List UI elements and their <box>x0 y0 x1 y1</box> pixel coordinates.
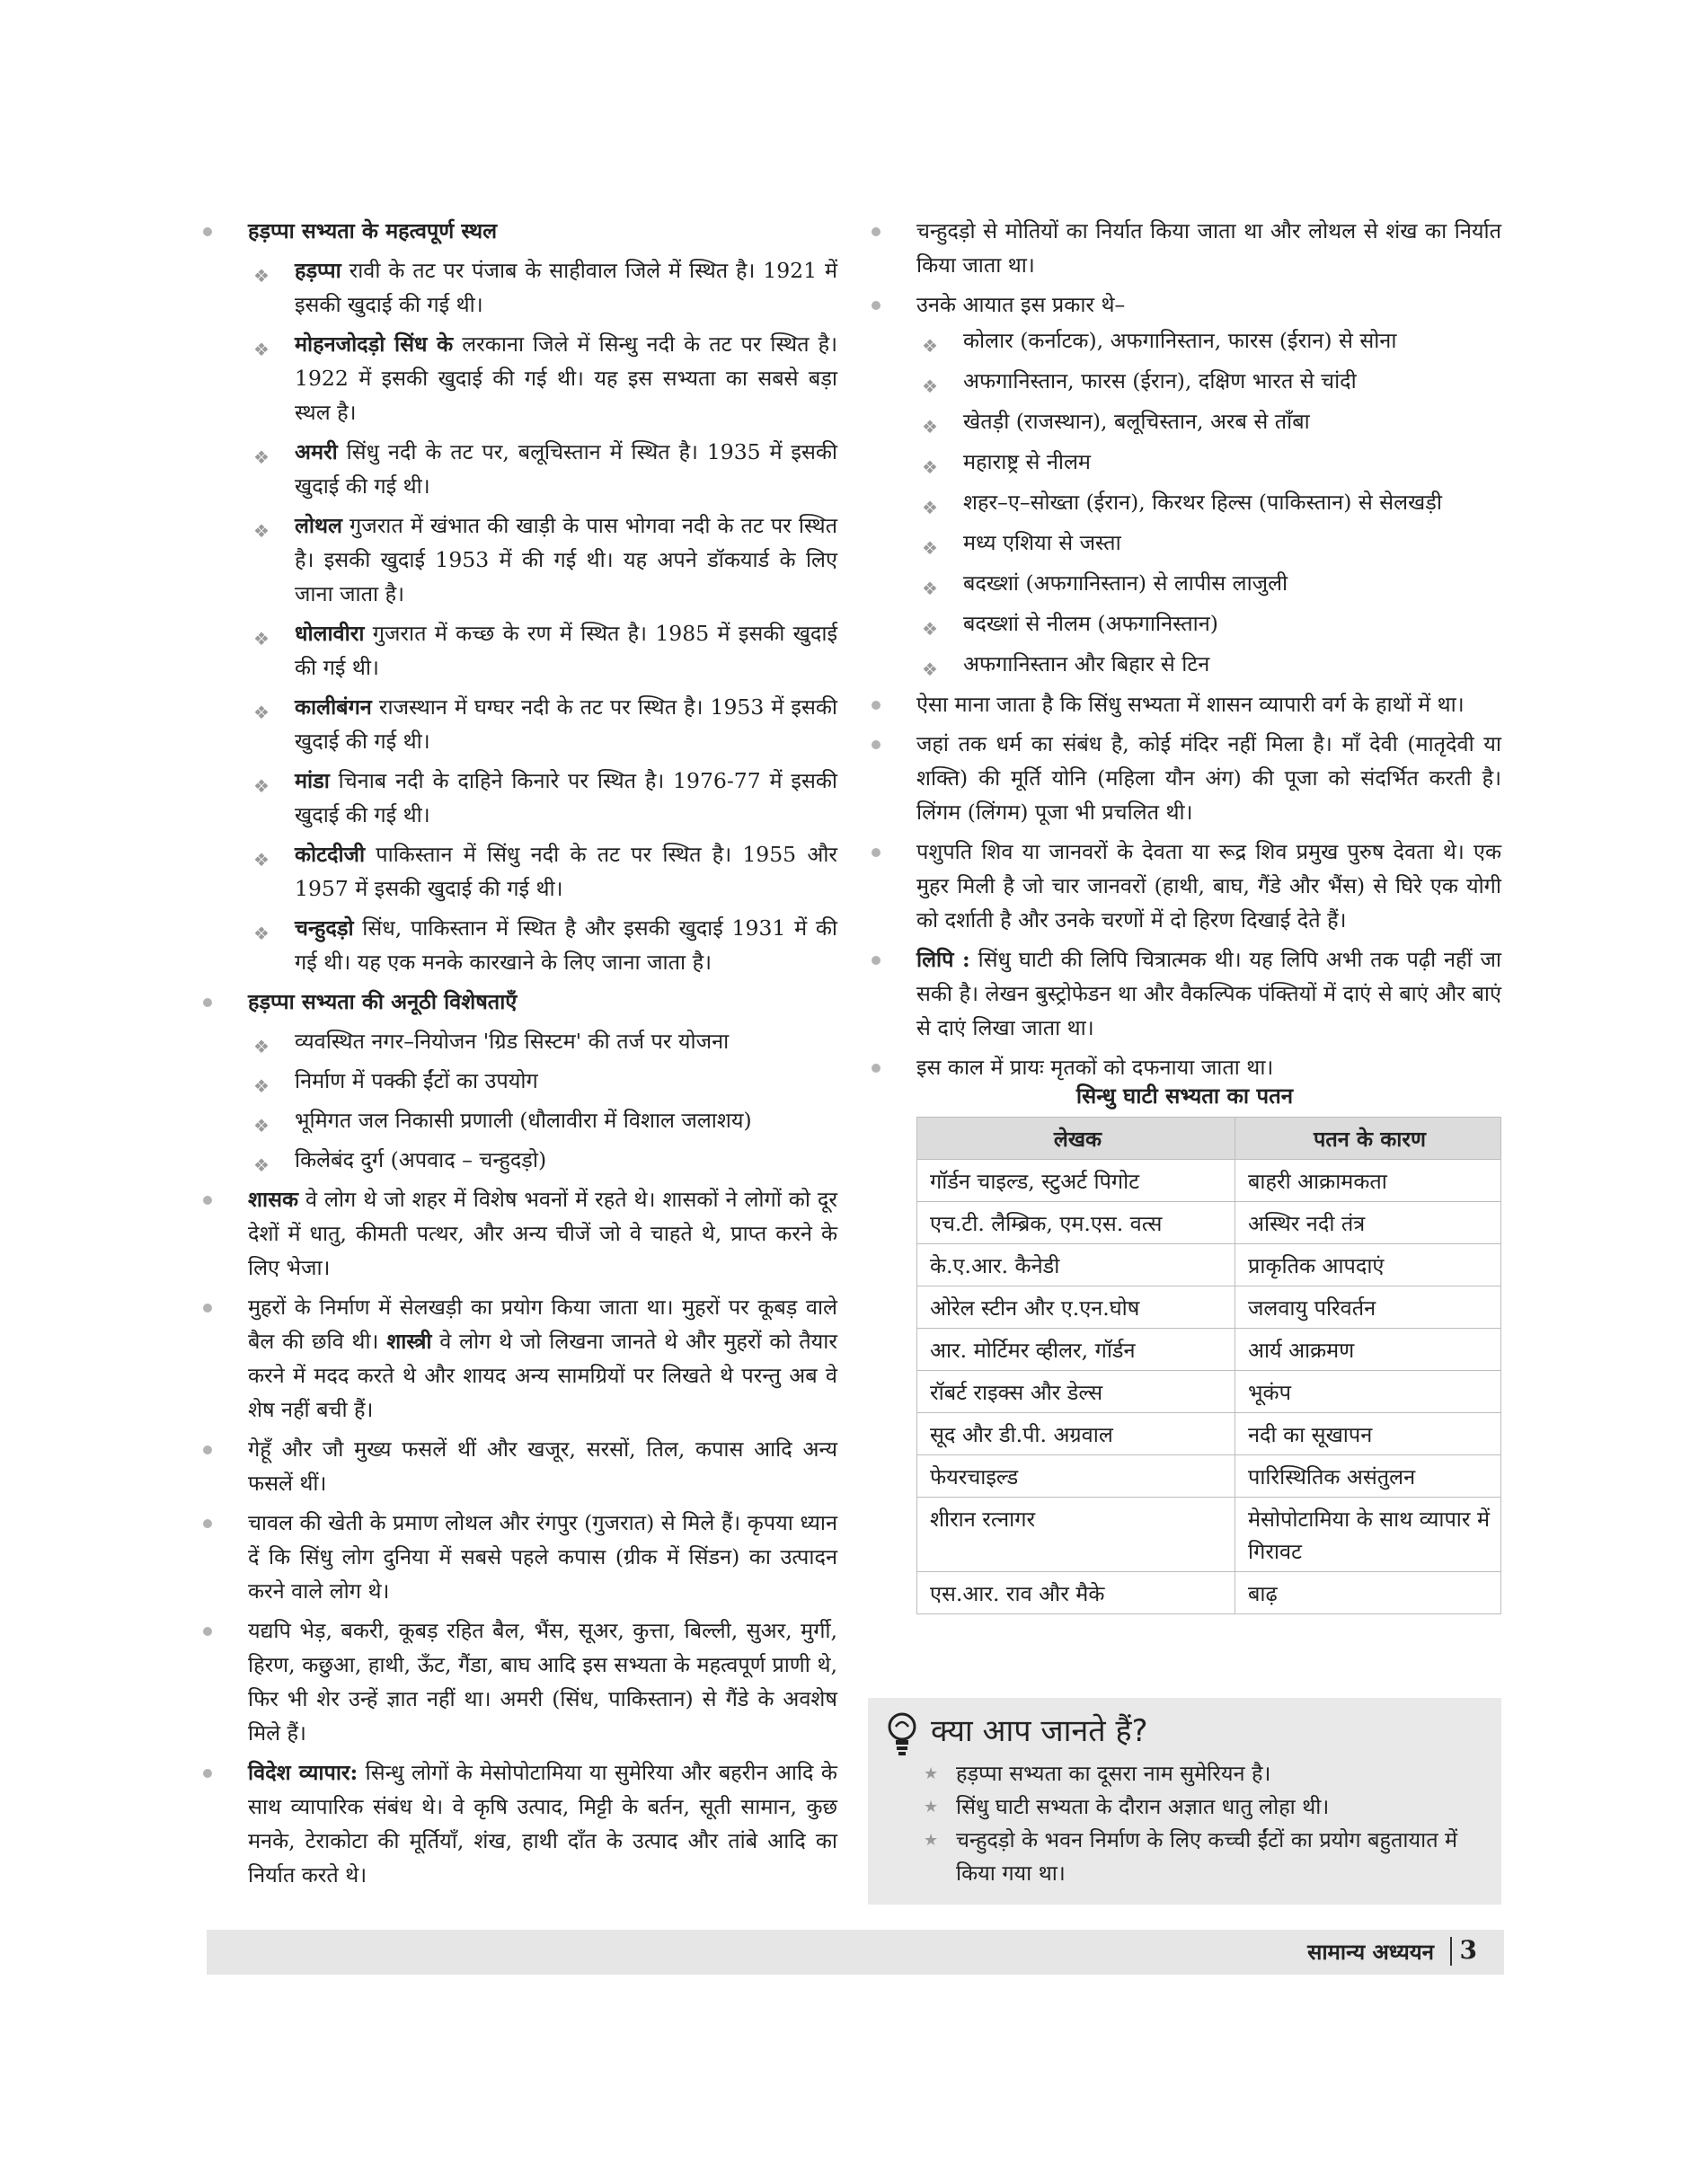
table-cell: एच.टी. लैम्ब्रिक, एम.एस. वत्स <box>917 1202 1235 1244</box>
paragraph-text: गेहूँ और जौ मुख्य फसलें थीं और खजूर, सरसों, तिल, कपास आदि अन्य फसलें थीं। <box>248 1437 837 1496</box>
bullet-icon <box>203 1445 212 1454</box>
paragraph-text: उनके आयात इस प्रकार थे– <box>916 292 1126 317</box>
diamond-bullet-icon: ❖ <box>253 446 270 468</box>
bullet-icon <box>203 1627 212 1636</box>
import-item <box>916 404 1501 438</box>
paragraph-text: सिन्धु लोगों के मेसोपोटामिया या सुमेरिया और बहरीन आदि के साथ व्यापारिक संबंध थे। वे कृषि उत्पाद, मिट्टी के बर्तन, सूती सामान, कुछ मनके, टेराकोटा की मूर्तियाँ, शंख, हाथी दाँत के उत्पाद और तांबे आदि का निर्यात करते थे। <box>248 1760 837 1887</box>
table-header: पतन के कारण <box>1235 1118 1501 1160</box>
paragraph-text: मुहरों के निर्माण में सेलखड़ी का प्रयोग किया जाता था। मुहरों पर कूबड़ वाले बैल की छवि थी। <box>248 1295 837 1354</box>
list-item <box>868 687 1501 721</box>
import-text: बदख्शां (अफगानिस्तान) से लापीस लाजुली <box>963 570 1288 596</box>
table-row <box>917 1202 1501 1244</box>
feature-item <box>248 1103 837 1137</box>
table-cell: ओरेल स्टीन और ए.एन.घोष <box>917 1286 1235 1329</box>
table-cell: बाढ़ <box>1235 1572 1501 1614</box>
feature-text: व्यवस्थित नगर–नियोजन 'ग्रिड सिस्टम' की तर्ज पर योजना <box>295 1029 730 1054</box>
table-header: लेखक <box>917 1118 1235 1160</box>
site-text: सिंध, पाकिस्तान में स्थित है और इसकी खुदाई 1931 में की गई थी। यह एक मनके कारखाने के लिए जाना जाता है। <box>295 915 837 975</box>
bullet-icon <box>872 701 881 710</box>
feature-item <box>248 1064 837 1098</box>
paragraph-text: वे लोग थे जो शहर में विशेष भवनों में रहते थे। शासकों ने लोगों को दूर देशों में धातु, कीमती पत्थर, और अन्य चीजें जो वे चाहते थे, प्राप्त करने के लिए भेजा। <box>248 1187 837 1280</box>
table-cell: बाहरी आक्रामकता <box>1235 1160 1501 1202</box>
table-row <box>917 1455 1501 1498</box>
list-item <box>199 985 837 1019</box>
diamond-bullet-icon: ❖ <box>922 618 938 640</box>
diamond-bullet-icon: ❖ <box>253 1075 270 1097</box>
import-text: अफगानिस्तान और बिहार से टिन <box>963 651 1210 676</box>
site-item <box>248 435 837 503</box>
list-item <box>868 1050 1501 1084</box>
section-heading: हड़प्पा सभ्यता की अनूठी विशेषताएँ <box>248 989 518 1014</box>
footer-divider <box>1450 1937 1452 1966</box>
decline-table <box>916 1117 1501 1614</box>
site-item <box>248 253 837 322</box>
section-heading: हड़प्पा सभ्यता के महत्वपूर्ण स्थल <box>248 218 498 243</box>
fact-item <box>924 1790 1489 1824</box>
list-item <box>868 835 1501 937</box>
site-name: अमरी <box>295 439 338 464</box>
table-cell: एस.आर. राव और मैके <box>917 1572 1235 1614</box>
site-name: लोथल <box>295 513 342 538</box>
table-cell: शीरान रत्नागर <box>917 1498 1235 1572</box>
paragraph-text: सिंधु घाटी की लिपि चित्रात्मक थी। यह लिपि अभी तक पढ़ी नहीं जा सकी है। लेखन बुस्ट्रोफेडन था और वैकल्पिक पंक्तियों में दाएं से बाएं और बाएं से दाएं लिखा जाता था। <box>916 947 1502 1040</box>
fact-text: चन्हुदड़ो के भवन निर्माण के लिए कच्ची ईंटों का प्रयोग बहुतायात में किया गया था। <box>956 1827 1458 1886</box>
diamond-bullet-icon: ❖ <box>253 775 270 797</box>
import-item <box>916 364 1501 398</box>
fact-text: सिंधु घाटी सभ्यता के दौरान अज्ञात धातु लोहा थी। <box>956 1794 1330 1819</box>
table-row <box>917 1329 1501 1371</box>
table-row <box>917 1244 1501 1286</box>
list-item <box>199 1755 837 1892</box>
diamond-bullet-icon: ❖ <box>253 1154 270 1176</box>
table-cell: भूकंप <box>1235 1371 1501 1413</box>
did-you-know-box <box>868 1698 1501 1905</box>
paragraph-text: इस काल में प्रायः मृतकों को दफनाया जाता था। <box>916 1055 1274 1080</box>
bullet-icon <box>872 227 881 236</box>
fact-item <box>924 1824 1489 1890</box>
paragraph-text: वे लोग थे जो लिखना जानते थे और मुहरों को तैयार करने में मदद करते थे और शायद अन्य सामग्रियों पर लिखते थे परन्तु अब वे शेष नहीं बची हैं। <box>248 1329 837 1422</box>
table-cell: पारिस्थितिक असंतुलन <box>1235 1455 1501 1498</box>
list-item <box>199 1182 837 1285</box>
list-item <box>199 1506 837 1608</box>
paragraph-text: चावल की खेती के प्रमाण लोथल और रंगपुर (गुजरात) से मिले हैं। कृपया ध्यान दें कि सिंधु लोग दुनिया में सबसे पहले कपास (ग्रीक में सिंडन) का उत्पादन करने वाले लोग थे। <box>248 1510 837 1604</box>
diamond-bullet-icon: ❖ <box>922 416 938 438</box>
list-item <box>199 214 837 248</box>
site-item <box>248 764 837 832</box>
import-text: महाराष्ट्र से नीलम <box>963 449 1091 474</box>
table-cell: नदी का सूखापन <box>1235 1413 1501 1455</box>
site-item <box>248 837 837 906</box>
import-item <box>916 566 1501 600</box>
bullet-icon <box>872 1064 881 1073</box>
site-name: हड़प्पा <box>295 258 341 283</box>
page-number: 3 <box>1459 1935 1477 1965</box>
star-icon: ★ <box>924 1798 939 1817</box>
site-text: राजस्थान में घग्घर नदी के तट पर स्थित है। 1953 में इसकी खुदाई की गई थी। <box>295 694 837 754</box>
table-cell: गॉर्डन चाइल्ड, स्टुअर्ट पिगोट <box>917 1160 1235 1202</box>
site-item <box>248 616 837 685</box>
paragraph-text: यद्यपि भेड़, बकरी, कूबड़ रहित बैल, भैंस, सूअर, कुत्ता, बिल्ली, सुअर, मुर्गी, हिरण, कछुआ, हाथी, ऊँट, गैंडा, बाघ आदि इस सभ्यता के महत्वपूर्ण प्राणी थे, फिर भी शेर उन्हें ज्ञात नहीं था। अमरी (सिंध, पाकिस्तान) से गैंडे के अवशेष मिले हैं। <box>248 1618 837 1746</box>
import-item <box>916 606 1501 641</box>
feature-text: किलेबंद दुर्ग (अपवाद – चन्हुदड़ो) <box>295 1147 547 1172</box>
list-item <box>199 1432 837 1500</box>
paragraph-text: चन्हुदड़ो से मोतियों का निर्यात किया जाता था और लोथल से शंख का निर्यात किया जाता था। <box>916 218 1501 278</box>
table-cell: आर. मोर्टिमर व्हीलर, गॉर्डन <box>917 1329 1235 1371</box>
diamond-bullet-icon: ❖ <box>922 497 938 518</box>
table-cell: सूद और डी.पी. अग्रवाल <box>917 1413 1235 1455</box>
bullet-icon <box>203 1519 212 1528</box>
site-name: मांडा <box>295 768 330 793</box>
site-text: गुजरात में कच्छ के रण में स्थित है। 1985 में इसकी खुदाई की गई थी। <box>295 621 837 680</box>
diamond-bullet-icon: ❖ <box>922 335 938 357</box>
table-cell: के.ए.आर. कैनेडी <box>917 1244 1235 1286</box>
table-cell: जलवायु परिवर्तन <box>1235 1286 1501 1329</box>
site-item <box>248 911 837 979</box>
footer-bar <box>207 1930 1504 1975</box>
paragraph-text: ऐसा माना जाता है कि सिंधु सभ्यता में शासन व्यापारी वर्ग के हाथों में था। <box>916 692 1465 717</box>
import-text: अफगानिस्तान, फारस (ईरान), दक्षिण भारत से चांदी <box>963 368 1357 393</box>
import-text: बदख्शां से नीलम (अफगानिस्तान) <box>963 611 1218 636</box>
star-icon: ★ <box>924 1764 939 1783</box>
table-cell: प्राकृतिक आपदाएं <box>1235 1244 1501 1286</box>
book-title: सामान्य अध्ययन <box>1307 1939 1434 1965</box>
diamond-bullet-icon: ❖ <box>253 339 270 360</box>
bulb-icon <box>884 1711 920 1757</box>
diamond-bullet-icon: ❖ <box>253 849 270 871</box>
did-you-know-list <box>924 1757 1489 1890</box>
feature-item <box>248 1024 837 1058</box>
import-text: मध्य एशिया से जस्ता <box>963 530 1121 555</box>
diamond-bullet-icon: ❖ <box>922 456 938 478</box>
fact-text: हड़प्पा सभ्यता का दूसरा नाम सुमेरियन है। <box>956 1761 1271 1786</box>
bold-term: विदेश व्यापार: <box>248 1760 358 1785</box>
bold-term: शास्त्री <box>386 1329 432 1354</box>
import-item <box>916 323 1501 358</box>
table-row <box>917 1160 1501 1202</box>
import-item <box>916 647 1501 681</box>
bullet-icon <box>203 998 212 1007</box>
site-text: रावी के तट पर पंजाब के साहीवाल जिले में स्थित है। 1921 में इसकी खुदाई की गई थी। <box>295 258 837 317</box>
site-item <box>248 508 837 611</box>
diamond-bullet-icon: ❖ <box>922 537 938 559</box>
list-item <box>199 1290 837 1427</box>
import-text: शहर–ए–सोख्ता (ईरान), किरथर हिल्स (पाकिस्तान) से सेलखड़ी <box>963 490 1442 515</box>
bullet-icon <box>203 1304 212 1313</box>
bullet-icon <box>872 848 881 857</box>
import-text: खेतड़ी (राजस्थान), बलूचिस्तान, अरब से ताँबा <box>963 409 1310 434</box>
table-row <box>917 1371 1501 1413</box>
feature-text: निर्माण में पक्की ईंटों का उपयोग <box>295 1068 538 1093</box>
site-name: चन्हुदड़ो <box>295 915 354 941</box>
import-text: कोलार (कर्नाटक), अफगानिस्तान, फारस (ईरान) से सोना <box>963 328 1397 353</box>
fact-item <box>924 1757 1489 1790</box>
import-item <box>916 445 1501 479</box>
left-column <box>199 214 837 1897</box>
table-row <box>917 1286 1501 1329</box>
bold-term: शासक <box>248 1187 299 1212</box>
paragraph-text: जहां तक धर्म का संबंध है, कोई मंदिर नहीं मिला है। माँ देवी (मातृदेवी या शक्ति) की मूर्ति योनि (महिला यौन अंग) की पूजा को संदर्भित करती है। लिंगम (लिंगम) पूजा भी प्रचलित थी। <box>916 731 1501 825</box>
list-item <box>199 1613 837 1750</box>
import-item <box>916 526 1501 560</box>
list-item <box>868 727 1501 829</box>
table-cell: फेयरचाइल्ड <box>917 1455 1235 1498</box>
site-name: मोहनजोदड़ो सिंध के <box>295 332 454 357</box>
list-item <box>868 287 1501 322</box>
list-item <box>868 214 1501 282</box>
star-icon: ★ <box>924 1831 939 1850</box>
paragraph-text: पशुपति शिव या जानवरों के देवता या रूद्र शिव प्रमुख पुरुष देवता थे। एक मुहर मिली है जो चार जानवरों (हाथी, बाघ, गैंडे और भैंस) से घिरे एक योगी को दर्शाती है और उनके चरणों में दो हिरण दिखाई देते हैं। <box>916 839 1501 933</box>
bullet-icon <box>872 301 881 310</box>
bold-term: लिपि : <box>916 947 970 972</box>
did-you-know-title: क्या आप जानते हैं? <box>931 1713 1148 1749</box>
site-text: सिंधु नदी के तट पर, बलूचिस्तान में स्थित है। 1935 में इसकी खुदाई की गई थी। <box>295 439 837 499</box>
diamond-bullet-icon: ❖ <box>253 1036 270 1057</box>
right-column <box>868 214 1501 1614</box>
diamond-bullet-icon: ❖ <box>922 578 938 599</box>
site-name: धोलावीरा <box>295 621 365 646</box>
diamond-bullet-icon: ❖ <box>922 376 938 397</box>
bullet-icon <box>203 227 212 236</box>
diamond-bullet-icon: ❖ <box>922 659 938 680</box>
list-item <box>868 942 1501 1045</box>
table-cell: अस्थिर नदी तंत्र <box>1235 1202 1501 1244</box>
site-item <box>248 327 837 429</box>
table-title: सिन्धु घाटी सभ्यता का पतन <box>1075 1083 1294 1109</box>
site-text: पाकिस्तान में सिंधु नदी के तट पर स्थित है। 1955 और 1957 में इसकी खुदाई की गई थी। <box>295 842 837 901</box>
diamond-bullet-icon: ❖ <box>253 923 270 944</box>
table-row <box>917 1413 1501 1455</box>
table-row <box>917 1498 1501 1572</box>
diamond-bullet-icon: ❖ <box>253 265 270 287</box>
bullet-icon <box>203 1769 212 1778</box>
diamond-bullet-icon: ❖ <box>253 1115 270 1136</box>
table-row <box>917 1572 1501 1614</box>
feature-item <box>248 1143 837 1177</box>
site-text: लरकाना जिले में सिन्धु नदी के तट पर स्थित है। 1922 में इसकी खुदाई की गई थी। यह इस सभ्यता का सबसे बड़ा स्थल है। <box>295 332 837 425</box>
diamond-bullet-icon: ❖ <box>253 628 270 650</box>
feature-text: भूमिगत जल निकासी प्रणाली (धौलावीरा में विशाल जलाशय) <box>295 1108 752 1133</box>
site-name: कालीबंगन <box>295 694 372 720</box>
table-cell: आर्य आक्रमण <box>1235 1329 1501 1371</box>
table-cell: रॉबर्ट राइक्स और डेल्स <box>917 1371 1235 1413</box>
diamond-bullet-icon: ❖ <box>253 520 270 542</box>
import-item <box>916 485 1501 519</box>
site-name: कोटदीजी <box>295 842 366 867</box>
bullet-icon <box>872 956 881 965</box>
bullet-icon <box>203 1196 212 1205</box>
table-header-row <box>917 1118 1501 1160</box>
site-text: चिनाब नदी के दाहिने किनारे पर स्थित है। 1976-77 में इसकी खुदाई की गई थी। <box>295 768 837 827</box>
site-text: गुजरात में खंभात की खाड़ी के पास भोगवा नदी के तट पर स्थित है। इसकी खुदाई 1953 में की गई थी। यह अपने डॉकयार्ड के लिए जाना जाता है। <box>295 513 837 606</box>
diamond-bullet-icon: ❖ <box>253 702 270 723</box>
bullet-icon <box>872 740 881 749</box>
table-cell: मेसोपोटामिया के साथ व्यापार में गिरावट <box>1235 1498 1501 1572</box>
site-item <box>248 690 837 758</box>
